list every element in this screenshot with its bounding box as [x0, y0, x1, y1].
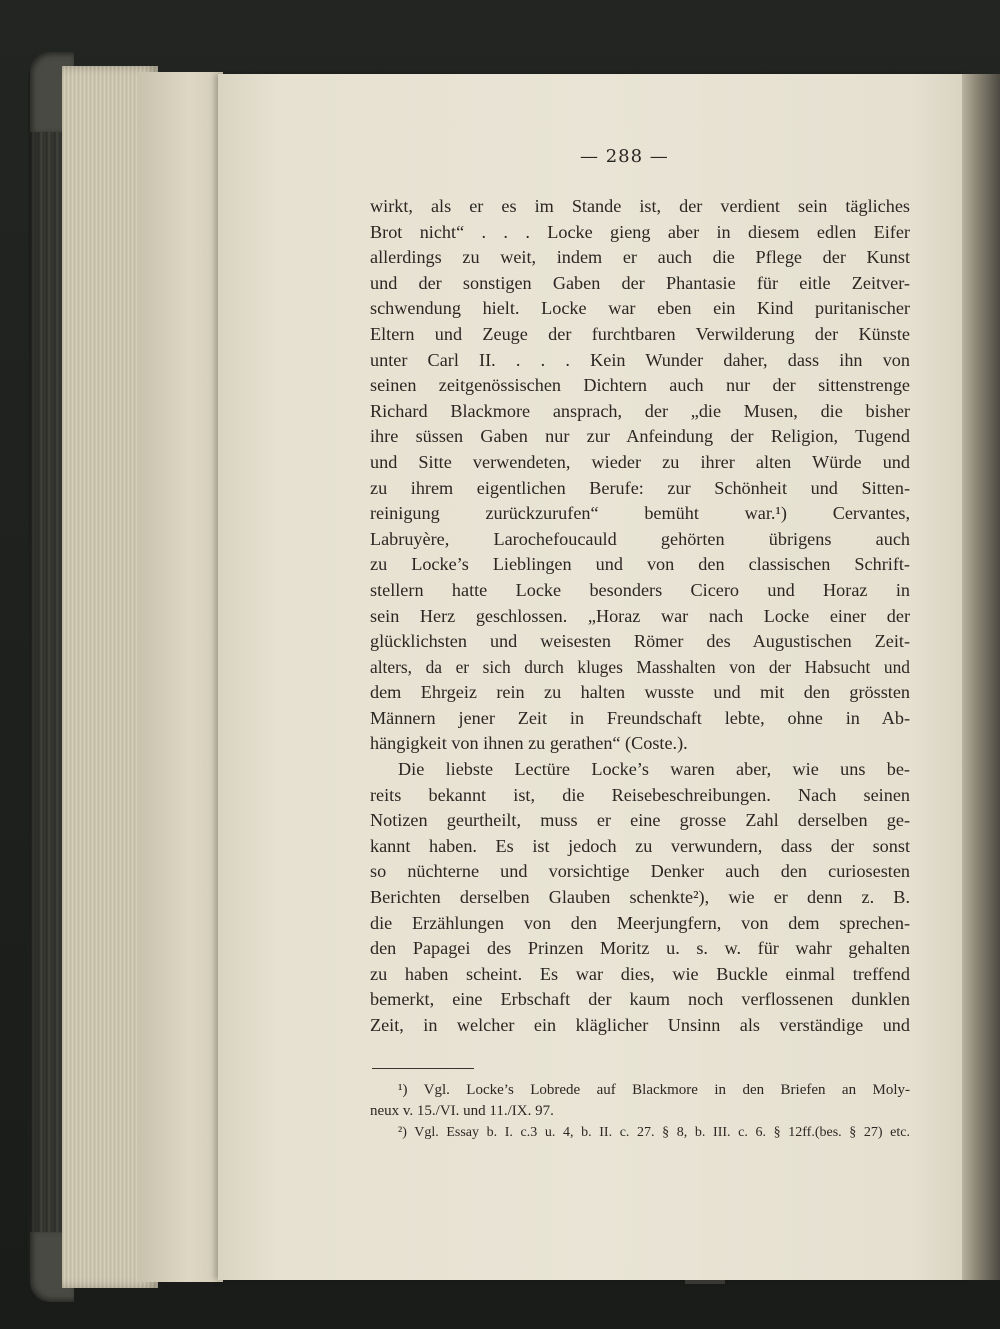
text-line: unter Carl II. . . . Kein Wunder daher, dass ihn von — [370, 349, 910, 370]
text-line: dem Ehrgeiz rein zu halten wusste und mit den grössten — [370, 682, 910, 703]
text-line: und der sonstigen Gaben der Phantasie für eitle Zeitver- — [370, 272, 910, 293]
text-line: zu Locke’s Lieblingen und von den classischen Schrift- — [370, 554, 910, 575]
text-line: den Papagei des Prinzen Moritz u. s. w. für wahr gehalten — [370, 938, 910, 959]
footnote-line: ²) Vgl. Essay b. I. c.3 u. 4, b. II. c. 27. § 8, b. III. c. 6. § 12ff.(bes. § 27) etc. — [398, 1125, 910, 1140]
text-line: reits bekannt ist, die Reisebeschreibungen. Nach seinen — [370, 784, 910, 805]
text-line: kannt haben. Es ist jedoch zu verwundern, dass der sonst — [370, 835, 910, 856]
text-line: alters, da er sich durch kluges Masshalten von der Habsucht und — [370, 656, 910, 677]
text-line: Berichten derselben Glauben schenkte²), wie er denn z. B. — [370, 887, 910, 908]
text-line: schwendung hielt. Locke war eben ein Kind puritanischer — [370, 298, 910, 319]
text-line: sein Herz geschlossen. „Horaz war nach Locke einer der — [370, 605, 910, 626]
footnote-divider — [372, 1068, 474, 1069]
text-line: so nüchterne und vorsichtige Denker auch den curiosesten — [370, 861, 910, 882]
text-line: seinen zeitgenössischen Dichtern auch nur der sittenstrenge — [370, 375, 910, 396]
page-bottom-mark — [685, 1280, 725, 1284]
text-line: zu haben scheint. Es war dies, wie Buckle einmal treffend — [370, 963, 910, 984]
text-line: bemerkt, eine Erbschaft der kaum noch verflossenen dunklen — [370, 989, 910, 1010]
text-line: Eltern und Zeuge der furchtbaren Verwilderung der Künste — [370, 323, 910, 344]
text-line: Richard Blackmore ansprach, der „die Musen, die bisher — [370, 400, 910, 421]
footnote-line: ¹) Vgl. Locke’s Lobrede auf Blackmore in den Briefen an Moly- — [398, 1082, 910, 1098]
text-line: wirkt, als er es im Stande ist, der verdient sein tägliches — [370, 196, 910, 216]
body-text — [370, 194, 910, 1039]
text-line: reinigung zurückzurufen“ bemüht war.¹) Cervantes, — [370, 503, 910, 524]
text-line: Notizen geurtheilt, muss er eine grosse Zahl derselben ge- — [370, 810, 910, 831]
text-line: zu ihrem eigentlichen Berufe: zur Schönheit und Sitten- — [370, 477, 910, 498]
text-line: Labruyère, Larochefoucauld gehörten übrigens auch — [370, 528, 910, 549]
footnote-line: neux v. 15./VI. und 11./IX. 97. — [370, 1103, 554, 1119]
text-line: ihre süssen Gaben nur zur Anfeindung der Religion, Tugend — [370, 426, 910, 447]
text-line: Männern jener Zeit in Freundschaft lebte, ohne in Ab- — [370, 707, 910, 728]
text-line: und Sitte verwendeten, wieder zu ihrer alten Würde und — [370, 451, 910, 472]
page-number: — 288 — — [580, 146, 669, 167]
page-gutter — [962, 74, 1000, 1280]
text-line: Brot nicht“ . . . Locke gieng aber in diesem edlen Eifer — [370, 221, 910, 242]
text-line: Zeit, in welcher ein kläglicher Unsinn als verständige und — [370, 1015, 910, 1035]
text-line: die Erzählungen von den Meerjungfern, von dem sprechen- — [370, 912, 910, 933]
text-line: glücklichsten und weisesten Römer des Augustischen Zeit- — [370, 631, 910, 652]
text-line: stellern hatte Locke besonders Cicero und Horaz in — [370, 579, 910, 600]
text-line: Die liebste Lectüre Locke’s waren aber, wie uns be- — [398, 759, 910, 780]
footnotes — [370, 1080, 910, 1143]
page-stack — [138, 72, 223, 1282]
text-line: hängigkeit von ihnen zu gerathen“ (Coste.). — [370, 733, 688, 754]
text-line: allerdings zu weit, indem er auch die Pflege der Kunst — [370, 247, 910, 268]
